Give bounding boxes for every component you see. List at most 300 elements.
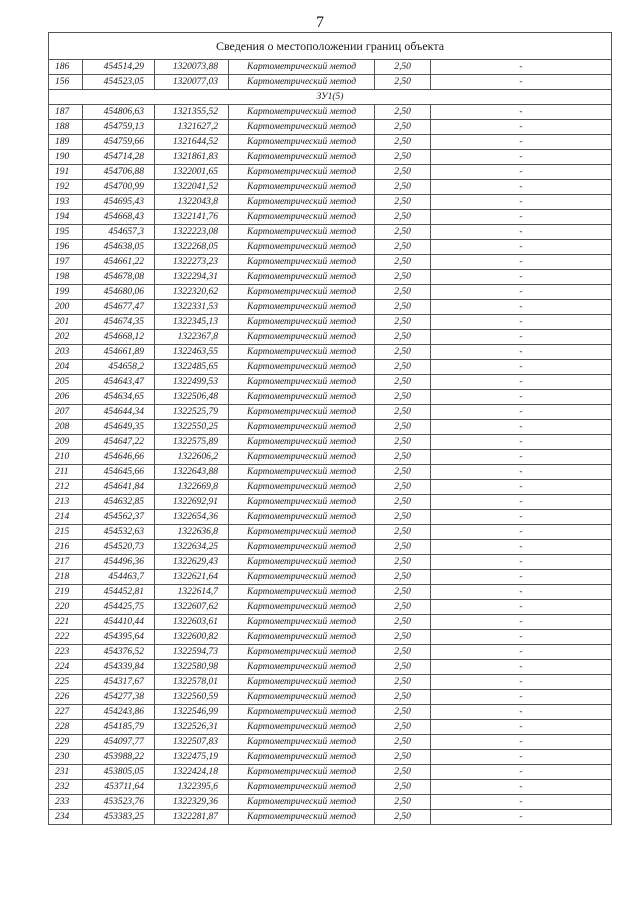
x-coordinate-cell: 454395,64 <box>83 630 155 645</box>
method-cell: Картометрический метод <box>229 705 375 720</box>
point-number-cell: 218 <box>49 570 83 585</box>
description-cell: - <box>431 285 612 300</box>
method-cell: Картометрический метод <box>229 255 375 270</box>
accuracy-cell: 2,50 <box>375 630 431 645</box>
x-coordinate-cell: 454700,99 <box>83 180 155 195</box>
accuracy-cell: 2,50 <box>375 255 431 270</box>
point-number-cell: 204 <box>49 360 83 375</box>
table-row <box>49 300 612 315</box>
x-coordinate-cell: 454649,35 <box>83 420 155 435</box>
y-coordinate-cell: 1322643,88 <box>155 465 229 480</box>
table-row <box>49 60 612 75</box>
method-cell: Картометрический метод <box>229 240 375 255</box>
point-number-cell: 227 <box>49 705 83 720</box>
description-cell: - <box>431 495 612 510</box>
point-number-cell: 232 <box>49 780 83 795</box>
accuracy-cell: 2,50 <box>375 405 431 420</box>
point-number-cell: 202 <box>49 330 83 345</box>
accuracy-cell: 2,50 <box>375 330 431 345</box>
y-coordinate-cell: 1322485,65 <box>155 360 229 375</box>
method-cell: Картометрический метод <box>229 735 375 750</box>
accuracy-cell: 2,50 <box>375 375 431 390</box>
y-coordinate-cell: 1321627,2 <box>155 120 229 135</box>
x-coordinate-cell: 454317,67 <box>83 675 155 690</box>
y-coordinate-cell: 1322463,55 <box>155 345 229 360</box>
method-cell: Картометрический метод <box>229 60 375 75</box>
accuracy-cell: 2,50 <box>375 495 431 510</box>
table-row <box>49 570 612 585</box>
y-coordinate-cell: 1322367,8 <box>155 330 229 345</box>
x-coordinate-cell: 454520,73 <box>83 540 155 555</box>
x-coordinate-cell: 453805,05 <box>83 765 155 780</box>
method-cell: Картометрический метод <box>229 315 375 330</box>
method-cell: Картометрический метод <box>229 225 375 240</box>
y-coordinate-cell: 1322506,48 <box>155 390 229 405</box>
method-cell: Картометрический метод <box>229 75 375 90</box>
x-coordinate-cell: 454657,3 <box>83 225 155 240</box>
table-row <box>49 255 612 270</box>
point-number-cell: 194 <box>49 210 83 225</box>
accuracy-cell: 2,50 <box>375 795 431 810</box>
y-coordinate-cell: 1322580,98 <box>155 660 229 675</box>
x-coordinate-cell: 454638,05 <box>83 240 155 255</box>
x-coordinate-cell: 454674,35 <box>83 315 155 330</box>
method-cell: Картометрический метод <box>229 210 375 225</box>
x-coordinate-cell: 454668,12 <box>83 330 155 345</box>
accuracy-cell: 2,50 <box>375 75 431 90</box>
accuracy-cell: 2,50 <box>375 390 431 405</box>
x-coordinate-cell: 454714,28 <box>83 150 155 165</box>
y-coordinate-cell: 1322499,53 <box>155 375 229 390</box>
table-title-row <box>49 33 612 60</box>
method-cell: Картометрический метод <box>229 510 375 525</box>
accuracy-cell: 2,50 <box>375 270 431 285</box>
y-coordinate-cell: 1320077,03 <box>155 75 229 90</box>
description-cell: - <box>431 675 612 690</box>
description-cell: - <box>431 300 612 315</box>
description-cell: - <box>431 120 612 135</box>
description-cell: - <box>431 330 612 345</box>
method-cell: Картометрический метод <box>229 270 375 285</box>
point-number-cell: 211 <box>49 465 83 480</box>
table-row <box>49 225 612 240</box>
method-cell: Картометрический метод <box>229 630 375 645</box>
point-number-cell: 224 <box>49 660 83 675</box>
method-cell: Картометрический метод <box>229 435 375 450</box>
method-cell: Картометрический метод <box>229 675 375 690</box>
table-row <box>49 120 612 135</box>
method-cell: Картометрический метод <box>229 165 375 180</box>
point-number-cell: 216 <box>49 540 83 555</box>
y-coordinate-cell: 1322507,83 <box>155 735 229 750</box>
point-number-cell: 192 <box>49 180 83 195</box>
y-coordinate-cell: 1322525,79 <box>155 405 229 420</box>
x-coordinate-cell: 454410,44 <box>83 615 155 630</box>
y-coordinate-cell: 1320073,88 <box>155 60 229 75</box>
x-coordinate-cell: 454523,05 <box>83 75 155 90</box>
method-cell: Картометрический метод <box>229 345 375 360</box>
y-coordinate-cell: 1322331,53 <box>155 300 229 315</box>
description-cell: - <box>431 615 612 630</box>
y-coordinate-cell: 1322600,82 <box>155 630 229 645</box>
x-coordinate-cell: 454425,75 <box>83 600 155 615</box>
accuracy-cell: 2,50 <box>375 240 431 255</box>
description-cell: - <box>431 375 612 390</box>
accuracy-cell: 2,50 <box>375 315 431 330</box>
x-coordinate-cell: 454706,88 <box>83 165 155 180</box>
point-number-cell: 222 <box>49 630 83 645</box>
description-cell: - <box>431 345 612 360</box>
point-number-cell: 156 <box>49 75 83 90</box>
accuracy-cell: 2,50 <box>375 150 431 165</box>
point-number-cell: 234 <box>49 810 83 825</box>
description-cell: - <box>431 555 612 570</box>
table-row <box>49 360 612 375</box>
boundary-coordinates-table <box>48 32 612 825</box>
description-cell: - <box>431 600 612 615</box>
x-coordinate-cell: 454806,63 <box>83 105 155 120</box>
description-cell: - <box>431 795 612 810</box>
accuracy-cell: 2,50 <box>375 225 431 240</box>
point-number-cell: 226 <box>49 690 83 705</box>
y-coordinate-cell: 1322636,8 <box>155 525 229 540</box>
description-cell: - <box>431 240 612 255</box>
point-number-cell: 209 <box>49 435 83 450</box>
method-cell: Картометрический метод <box>229 105 375 120</box>
y-coordinate-cell: 1322603,61 <box>155 615 229 630</box>
y-coordinate-cell: 1321355,52 <box>155 105 229 120</box>
method-cell: Картометрический метод <box>229 450 375 465</box>
y-coordinate-cell: 1322001,65 <box>155 165 229 180</box>
method-cell: Картометрический метод <box>229 480 375 495</box>
table-row <box>49 135 612 150</box>
y-coordinate-cell: 1322546,99 <box>155 705 229 720</box>
y-coordinate-cell: 1322550,25 <box>155 420 229 435</box>
table-row <box>49 105 612 120</box>
description-cell: - <box>431 540 612 555</box>
point-number-cell: 199 <box>49 285 83 300</box>
y-coordinate-cell: 1322614,7 <box>155 585 229 600</box>
table-row <box>49 585 612 600</box>
table-row <box>49 165 612 180</box>
point-number-cell: 195 <box>49 225 83 240</box>
accuracy-cell: 2,50 <box>375 60 431 75</box>
y-coordinate-cell: 1322578,01 <box>155 675 229 690</box>
accuracy-cell: 2,50 <box>375 525 431 540</box>
description-cell: - <box>431 720 612 735</box>
method-cell: Картометрический метод <box>229 135 375 150</box>
table-row <box>49 330 612 345</box>
description-cell: - <box>431 465 612 480</box>
description-cell: - <box>431 195 612 210</box>
x-coordinate-cell: 453988,22 <box>83 750 155 765</box>
table-row <box>49 615 612 630</box>
method-cell: Картометрический метод <box>229 330 375 345</box>
table-row <box>49 285 612 300</box>
description-cell: - <box>431 735 612 750</box>
method-cell: Картометрический метод <box>229 360 375 375</box>
x-coordinate-cell: 454646,66 <box>83 450 155 465</box>
x-coordinate-cell: 454532,63 <box>83 525 155 540</box>
point-number-cell: 189 <box>49 135 83 150</box>
method-cell: Картометрический метод <box>229 585 375 600</box>
page-number: 7 <box>316 14 324 31</box>
point-number-cell: 188 <box>49 120 83 135</box>
point-number-cell: 210 <box>49 450 83 465</box>
table-row <box>49 660 612 675</box>
accuracy-cell: 2,50 <box>375 465 431 480</box>
description-cell: - <box>431 810 612 825</box>
description-cell: - <box>431 255 612 270</box>
method-cell: Картометрический метод <box>229 465 375 480</box>
x-coordinate-cell: 454562,37 <box>83 510 155 525</box>
description-cell: - <box>431 765 612 780</box>
description-cell: - <box>431 450 612 465</box>
point-number-cell: 200 <box>49 300 83 315</box>
y-coordinate-cell: 1322281,87 <box>155 810 229 825</box>
point-number-cell: 233 <box>49 795 83 810</box>
y-coordinate-cell: 1322669,8 <box>155 480 229 495</box>
x-coordinate-cell: 453711,64 <box>83 780 155 795</box>
table-row <box>49 390 612 405</box>
table-row <box>49 150 612 165</box>
description-cell: - <box>431 660 612 675</box>
x-coordinate-cell: 454668,43 <box>83 210 155 225</box>
x-coordinate-cell: 454678,08 <box>83 270 155 285</box>
method-cell: Картометрический метод <box>229 720 375 735</box>
description-cell: - <box>431 180 612 195</box>
y-coordinate-cell: 1322395,6 <box>155 780 229 795</box>
table-row <box>49 435 612 450</box>
x-coordinate-cell: 454339,84 <box>83 660 155 675</box>
table-title: Сведения о местоположении границ объекта <box>49 33 612 60</box>
description-cell: - <box>431 420 612 435</box>
table-row <box>49 675 612 690</box>
y-coordinate-cell: 1322041,52 <box>155 180 229 195</box>
accuracy-cell: 2,50 <box>375 690 431 705</box>
point-number-cell: 205 <box>49 375 83 390</box>
accuracy-cell: 2,50 <box>375 750 431 765</box>
table-row <box>49 645 612 660</box>
x-coordinate-cell: 454647,22 <box>83 435 155 450</box>
accuracy-cell: 2,50 <box>375 645 431 660</box>
description-cell: - <box>431 360 612 375</box>
x-coordinate-cell: 454759,66 <box>83 135 155 150</box>
x-coordinate-cell: 454243,86 <box>83 705 155 720</box>
point-number-cell: 203 <box>49 345 83 360</box>
point-number-cell: 217 <box>49 555 83 570</box>
method-cell: Картометрический метод <box>229 645 375 660</box>
description-cell: - <box>431 750 612 765</box>
point-number-cell: 231 <box>49 765 83 780</box>
description-cell: - <box>431 390 612 405</box>
method-cell: Картометрический метод <box>229 780 375 795</box>
description-cell: - <box>431 270 612 285</box>
description-cell: - <box>431 645 612 660</box>
x-coordinate-cell: 454496,36 <box>83 555 155 570</box>
x-coordinate-cell: 454677,47 <box>83 300 155 315</box>
accuracy-cell: 2,50 <box>375 570 431 585</box>
x-coordinate-cell: 454277,38 <box>83 690 155 705</box>
table-row <box>49 480 612 495</box>
method-cell: Картометрический метод <box>229 615 375 630</box>
y-coordinate-cell: 1322043,8 <box>155 195 229 210</box>
table-row <box>49 540 612 555</box>
y-coordinate-cell: 1322575,89 <box>155 435 229 450</box>
y-coordinate-cell: 1322634,25 <box>155 540 229 555</box>
table-row <box>49 510 612 525</box>
point-number-cell: 221 <box>49 615 83 630</box>
point-number-cell: 196 <box>49 240 83 255</box>
method-cell: Картометрический метод <box>229 495 375 510</box>
y-coordinate-cell: 1322560,59 <box>155 690 229 705</box>
description-cell: - <box>431 210 612 225</box>
method-cell: Картометрический метод <box>229 750 375 765</box>
x-coordinate-cell: 453383,25 <box>83 810 155 825</box>
y-coordinate-cell: 1321644,52 <box>155 135 229 150</box>
accuracy-cell: 2,50 <box>375 555 431 570</box>
accuracy-cell: 2,50 <box>375 360 431 375</box>
method-cell: Картометрический метод <box>229 405 375 420</box>
method-cell: Картометрический метод <box>229 285 375 300</box>
accuracy-cell: 2,50 <box>375 810 431 825</box>
method-cell: Картометрический метод <box>229 600 375 615</box>
method-cell: Картометрический метод <box>229 300 375 315</box>
table-row <box>49 270 612 285</box>
accuracy-cell: 2,50 <box>375 105 431 120</box>
table-row <box>49 210 612 225</box>
y-coordinate-cell: 1321861,83 <box>155 150 229 165</box>
y-coordinate-cell: 1322329,36 <box>155 795 229 810</box>
point-number-cell: 207 <box>49 405 83 420</box>
accuracy-cell: 2,50 <box>375 735 431 750</box>
description-cell: - <box>431 75 612 90</box>
accuracy-cell: 2,50 <box>375 765 431 780</box>
x-coordinate-cell: 454644,34 <box>83 405 155 420</box>
x-coordinate-cell: 454658,2 <box>83 360 155 375</box>
table-row <box>49 630 612 645</box>
point-number-cell: 220 <box>49 600 83 615</box>
table-row <box>49 450 612 465</box>
x-coordinate-cell: 454661,22 <box>83 255 155 270</box>
x-coordinate-cell: 454376,52 <box>83 645 155 660</box>
description-cell: - <box>431 405 612 420</box>
table-row <box>49 765 612 780</box>
x-coordinate-cell: 454463,7 <box>83 570 155 585</box>
point-number-cell: 206 <box>49 390 83 405</box>
table-row <box>49 600 612 615</box>
x-coordinate-cell: 454634,65 <box>83 390 155 405</box>
accuracy-cell: 2,50 <box>375 720 431 735</box>
table-row <box>49 690 612 705</box>
accuracy-cell: 2,50 <box>375 510 431 525</box>
accuracy-cell: 2,50 <box>375 120 431 135</box>
point-number-cell: 201 <box>49 315 83 330</box>
method-cell: Картометрический метод <box>229 120 375 135</box>
x-coordinate-cell: 454643,47 <box>83 375 155 390</box>
y-coordinate-cell: 1322268,05 <box>155 240 229 255</box>
point-number-cell: 230 <box>49 750 83 765</box>
x-coordinate-cell: 454641,84 <box>83 480 155 495</box>
method-cell: Картометрический метод <box>229 150 375 165</box>
x-coordinate-cell: 454632,85 <box>83 495 155 510</box>
description-cell: - <box>431 150 612 165</box>
method-cell: Картометрический метод <box>229 660 375 675</box>
section-label: ЗУ1(5) <box>49 90 612 105</box>
table-row <box>49 75 612 90</box>
description-cell: - <box>431 585 612 600</box>
y-coordinate-cell: 1322294,31 <box>155 270 229 285</box>
accuracy-cell: 2,50 <box>375 615 431 630</box>
description-cell: - <box>431 480 612 495</box>
description-cell: - <box>431 315 612 330</box>
y-coordinate-cell: 1322320,62 <box>155 285 229 300</box>
method-cell: Картометрический метод <box>229 195 375 210</box>
description-cell: - <box>431 135 612 150</box>
y-coordinate-cell: 1322475,19 <box>155 750 229 765</box>
method-cell: Картометрический метод <box>229 765 375 780</box>
table-row <box>49 795 612 810</box>
accuracy-cell: 2,50 <box>375 210 431 225</box>
accuracy-cell: 2,50 <box>375 300 431 315</box>
table-row <box>49 345 612 360</box>
x-coordinate-cell: 454185,79 <box>83 720 155 735</box>
method-cell: Картометрический метод <box>229 690 375 705</box>
table-row <box>49 705 612 720</box>
table-row <box>49 465 612 480</box>
point-number-cell: 186 <box>49 60 83 75</box>
table-row <box>49 315 612 330</box>
method-cell: Картометрический метод <box>229 795 375 810</box>
description-cell: - <box>431 525 612 540</box>
table-row <box>49 780 612 795</box>
y-coordinate-cell: 1322607,62 <box>155 600 229 615</box>
y-coordinate-cell: 1322606,2 <box>155 450 229 465</box>
accuracy-cell: 2,50 <box>375 285 431 300</box>
point-number-cell: 225 <box>49 675 83 690</box>
accuracy-cell: 2,50 <box>375 480 431 495</box>
x-coordinate-cell: 454514,29 <box>83 60 155 75</box>
x-coordinate-cell: 454661,89 <box>83 345 155 360</box>
y-coordinate-cell: 1322223,08 <box>155 225 229 240</box>
x-coordinate-cell: 454695,43 <box>83 195 155 210</box>
y-coordinate-cell: 1322621,64 <box>155 570 229 585</box>
table-row <box>49 750 612 765</box>
y-coordinate-cell: 1322273,23 <box>155 255 229 270</box>
method-cell: Картометрический метод <box>229 810 375 825</box>
x-coordinate-cell: 454645,66 <box>83 465 155 480</box>
accuracy-cell: 2,50 <box>375 600 431 615</box>
method-cell: Картометрический метод <box>229 180 375 195</box>
point-number-cell: 215 <box>49 525 83 540</box>
table-row <box>49 405 612 420</box>
section-row <box>49 90 612 105</box>
point-number-cell: 198 <box>49 270 83 285</box>
method-cell: Картометрический метод <box>229 390 375 405</box>
description-cell: - <box>431 705 612 720</box>
y-coordinate-cell: 1322654,36 <box>155 510 229 525</box>
table-row <box>49 180 612 195</box>
table-row <box>49 375 612 390</box>
description-cell: - <box>431 780 612 795</box>
point-number-cell: 187 <box>49 105 83 120</box>
y-coordinate-cell: 1322526,31 <box>155 720 229 735</box>
accuracy-cell: 2,50 <box>375 675 431 690</box>
accuracy-cell: 2,50 <box>375 780 431 795</box>
x-coordinate-cell: 454097,77 <box>83 735 155 750</box>
method-cell: Картометрический метод <box>229 420 375 435</box>
accuracy-cell: 2,50 <box>375 540 431 555</box>
